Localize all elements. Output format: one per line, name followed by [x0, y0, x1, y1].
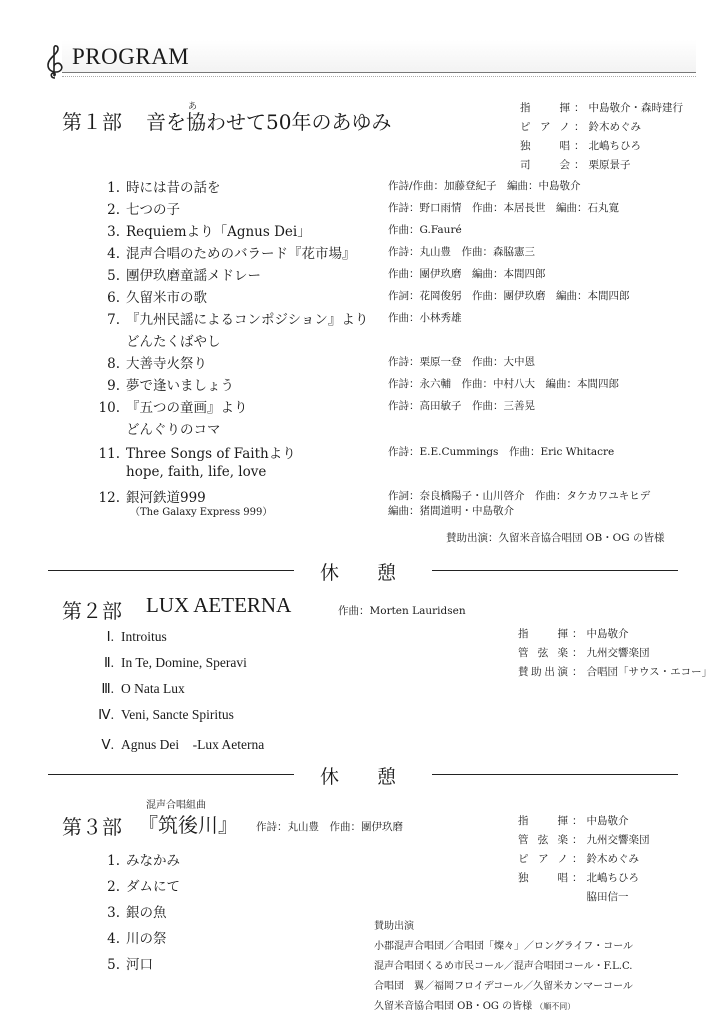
list-item: Ⅳ. Veni, Sancte Spiritus: [98, 707, 234, 722]
item-credit: 作詩：永六輔 作曲：中村八大 編曲：本間四郎: [388, 378, 619, 390]
list-item: 6. 久留米市の歌: [107, 290, 207, 306]
list-item-subtitle: hope, faith, life, love: [126, 464, 267, 480]
support-line: 合唱団 翼／福岡フロイデコール／久留米カンマーコール: [374, 981, 633, 992]
item-credit: 作詩/作曲：加藤登紀子 編曲：中島敬介: [388, 180, 581, 192]
part3-title: 『筑後川』: [138, 813, 238, 837]
part3-support: [374, 917, 633, 1017]
part2-composer: 作曲：Morten Lauridsen: [338, 605, 466, 617]
item-credit: 作曲：團伊玖磨 編曲：本間四郎: [388, 268, 546, 280]
part3-staff: 指 揮 ： 中島敬介 管弦楽 ： 九州交響楽団 ピアノ ： 鈴木めぐみ 独 唱 ： 北嶋ちひろ 脇田信一: [518, 815, 650, 903]
list-item: Ⅲ. O Nata Lux: [101, 681, 185, 696]
list-item-subtitle: どんたくばやし: [126, 334, 221, 350]
part3-credit: 作詩：丸山豊 作曲：團伊玖磨: [256, 821, 403, 833]
part1-title: 音を協わせて50年のあゆみ: [146, 110, 392, 134]
item-credit: 作曲：G.Fauré: [388, 224, 462, 236]
item-credit: 作曲：小林秀雄: [388, 312, 462, 324]
item-credit: 作詩：E.E.Cummings 作曲：Eric Whitacre: [388, 446, 615, 458]
list-item: 5. 河口: [107, 957, 153, 973]
part2-label: 第２部: [62, 599, 122, 623]
list-item: 4. 川の祭: [107, 931, 167, 947]
page-title: PROGRAM: [72, 44, 190, 69]
list-item-subtitle: （The Galaxy Express 999）: [130, 507, 273, 518]
support-line-last: 久留米音協合唱団 OB・OG の皆様 （順不同）: [374, 1001, 576, 1012]
list-item: 2. ダムにて: [107, 879, 180, 895]
list-item: 10. 『五つの童画』より: [98, 400, 248, 416]
list-item: 12. 銀河鉄道999: [98, 490, 206, 506]
item-credit: 作詩：栗原一登 作曲：大中恩: [388, 356, 535, 368]
header-rule: [62, 72, 696, 73]
list-item: 1. みなかみ: [107, 853, 180, 869]
list-item: 5. 團伊玖磨童謡メドレー: [107, 268, 261, 284]
list-item: Ⅰ. Introitus: [106, 629, 167, 644]
item-credit: 編曲：猪間道明・中島敬介: [388, 505, 514, 517]
item-credit: 作詞：奈良橋陽子・山川啓介 作曲：タケカワユキヒデ: [388, 490, 651, 502]
intermission-rule-left: [48, 774, 294, 775]
list-item: 3. Requiemより「Agnus Dei」: [107, 224, 311, 240]
treble-clef-icon: [42, 44, 68, 80]
part2-staff: 指 揮 ： 中島敬介 管弦楽 ： 九州交響楽団 賛助出演 ： 合唱団「サウス・エコー」: [518, 628, 713, 678]
list-item: 9. 夢で逢いましょう: [107, 378, 234, 394]
intermission-rule-left: [48, 570, 294, 571]
part1-label: 第１部: [62, 110, 122, 134]
list-item: 2. 七つの子: [107, 202, 180, 218]
part1-ruby: あ: [188, 102, 198, 112]
intermission-rule-right: [432, 570, 678, 571]
intermission-label: 休 憩: [320, 562, 397, 584]
list-item: 7. 『九州民謡によるコンポジション』より: [107, 312, 369, 328]
support-line: 混声合唱団くるめ市民コール／混声合唱団コール・F.L.C.: [374, 961, 633, 972]
intermission-rule-right: [432, 774, 678, 775]
item-credit: 作詞：花岡俊躬 作曲：團伊玖磨 編曲：本間四郎: [388, 290, 630, 302]
list-item-subtitle: どんぐりのコマ: [126, 422, 221, 438]
list-item: 3. 銀の魚: [107, 905, 167, 921]
list-item: Ⅱ. In Te, Domine, Speravi: [103, 655, 247, 670]
support-note: （順不同）: [535, 1002, 576, 1011]
list-item: Ⅴ. Agnus Dei -Lux Aeterna: [101, 737, 265, 752]
part3-supertitle: 混声合唱組曲: [146, 800, 206, 811]
item-credit: 作詩：野口雨情 作曲：本居長世 編曲：石丸寛: [388, 202, 619, 214]
intermission-label: 休 憩: [320, 766, 397, 788]
part2-title: LUX AETERNA: [146, 593, 292, 617]
header-rule-dotted: [62, 76, 696, 77]
list-item: 4. 混声合唱のためのバラード『花市場』: [107, 246, 356, 262]
list-item: 1. 時には昔の話を: [107, 180, 221, 196]
support-line: 小郡混声合唱団／合唱団「燦々」／ロングライフ・コール: [374, 941, 633, 952]
support-heading: 賛助出演: [374, 921, 414, 932]
part3-label: 第３部: [62, 815, 122, 839]
list-item: 11. Three Songs of Faithより: [98, 446, 296, 462]
item-credit: 作詩：丸山豊 作曲：森脇憲三: [388, 246, 535, 258]
part1-staff: 指 揮 ： 中島敬介・森時建行 ピアノ ： 鈴木めぐみ 独 唱 ： 北嶋ちひろ 司 会 ： 栗原景子: [520, 102, 683, 171]
item-credit: 作詩：高田敏子 作曲：三善晃: [388, 400, 535, 412]
list-item: 8. 大善寺火祭り: [107, 356, 207, 372]
part1-support-note: 賛助出演：久留米音協合唱団 OB・OG の皆様: [446, 532, 665, 544]
